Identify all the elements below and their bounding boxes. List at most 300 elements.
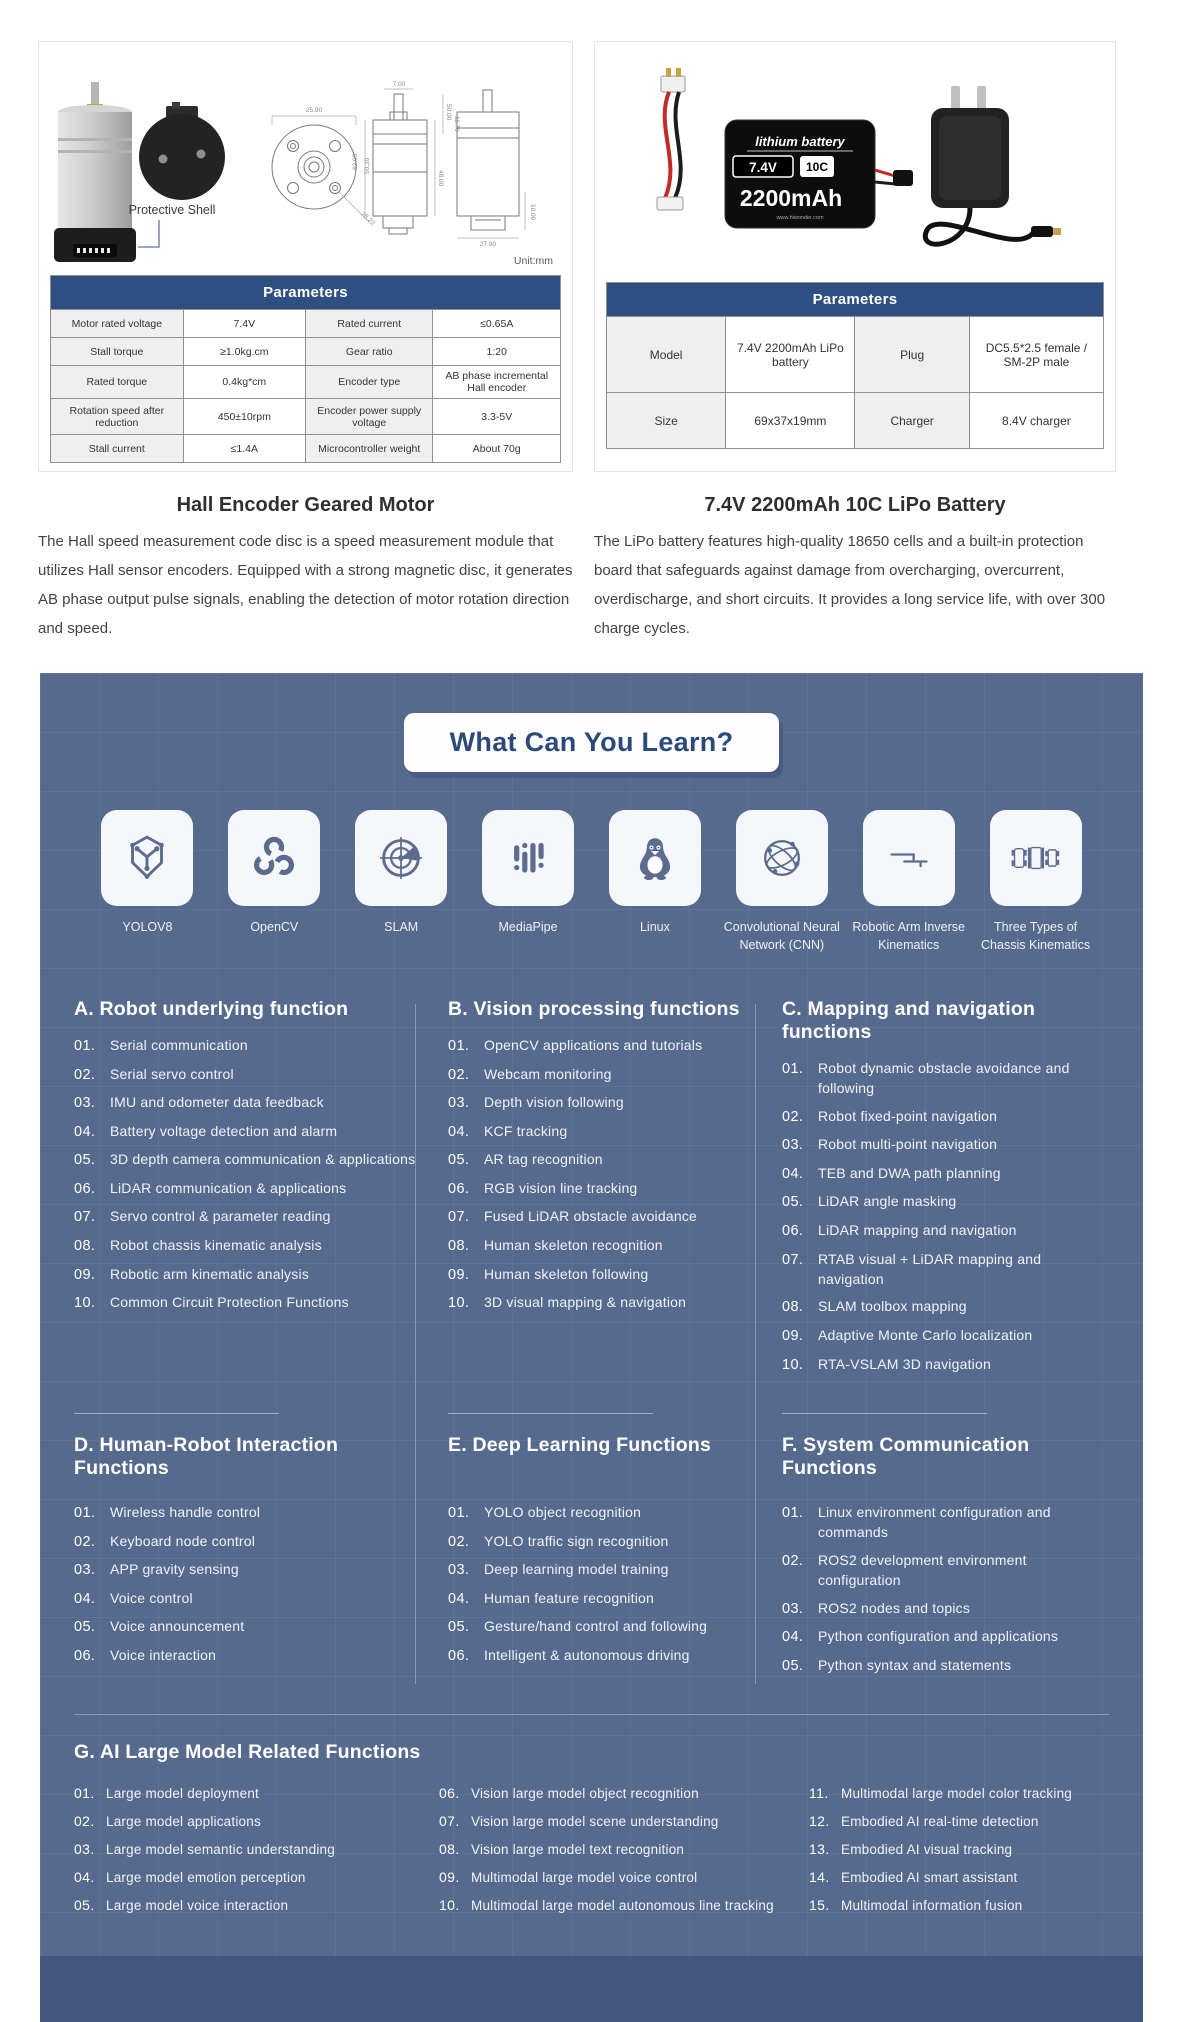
- table-header: Parameters: [607, 283, 1104, 317]
- battery-body: [725, 120, 913, 228]
- topic-yolov8: [84, 810, 211, 954]
- function-item: [782, 1135, 1109, 1156]
- section-items: [439, 1784, 784, 1923]
- function-item: [439, 1812, 784, 1832]
- function-item: [74, 1589, 424, 1610]
- banner-text: What Can You Learn?: [449, 727, 734, 757]
- topic-label: Robotic Arm Inverse Kinematics: [852, 920, 965, 952]
- item-number: 03.: [74, 1841, 95, 1858]
- function-item: [74, 1617, 424, 1638]
- item-text: ROS2 development environment configuration: [818, 1551, 1027, 1588]
- topic-mediapipe: [465, 810, 592, 954]
- param-row: [51, 435, 561, 463]
- param-label: Rated torque: [51, 366, 184, 399]
- dim-50-30: 50.30: [364, 157, 371, 174]
- item-text: APP gravity sensing: [110, 1561, 239, 1578]
- param-value: ≥1.0kg.cm: [183, 338, 305, 366]
- battery-site-text: www.hiwonder.com: [776, 215, 824, 221]
- function-item: [448, 1179, 754, 1200]
- function-item: [74, 1207, 424, 1228]
- function-item: [782, 1656, 1109, 1677]
- item-number: 03.: [448, 1562, 470, 1579]
- dim-27-90: 27.90: [479, 241, 497, 248]
- dim-11-70: 11.70: [453, 116, 460, 132]
- function-item: [809, 1840, 1109, 1860]
- topic-icon-card: [355, 810, 447, 906]
- dim-48-00: 48.00: [437, 170, 444, 187]
- battery-wires: [657, 68, 685, 210]
- function-item: [782, 1059, 1109, 1099]
- topic-icon-card: [609, 810, 701, 906]
- battery-illustration: [595, 42, 1115, 282]
- item-number: 09.: [74, 1266, 96, 1283]
- item-text: Large model voice interaction: [106, 1897, 289, 1913]
- topic-label: OpenCV: [250, 920, 299, 934]
- param-label: Rotation speed after reduction: [51, 399, 184, 435]
- item-text: 3D depth camera communication & applications: [110, 1151, 416, 1168]
- param-value: 69x37x19mm: [726, 393, 855, 449]
- battery-crate-text: 10C: [805, 160, 829, 174]
- function-item: [74, 1236, 424, 1257]
- param-row: [607, 393, 1104, 449]
- item-text: AR tag recognition: [484, 1151, 603, 1168]
- param-value: 3.3-5V: [433, 399, 561, 435]
- item-text: Multimodal information fusion: [841, 1897, 1023, 1913]
- section-items: [809, 1784, 1109, 1923]
- item-number: 10.: [782, 1356, 804, 1373]
- dim-10-00: 10.00: [529, 204, 536, 221]
- param-label: Encoder type: [305, 366, 433, 399]
- param-value: 450±10rpm: [183, 399, 305, 435]
- param-label: Microcontroller weight: [305, 435, 433, 463]
- function-item: [439, 1896, 784, 1916]
- section-mapping-navigation: [754, 998, 1109, 1383]
- item-text: Fused LiDAR obstacle avoidance: [484, 1208, 698, 1225]
- topic-icon-card: [990, 810, 1082, 906]
- protective-shell: [139, 102, 225, 200]
- section-title: G. AI Large Model Related Functions: [74, 1741, 421, 1764]
- column-divider: [415, 1004, 416, 1684]
- item-number: 01.: [448, 1505, 470, 1522]
- section-vision-processing: [424, 998, 754, 1383]
- item-text: Serial servo control: [110, 1065, 234, 1082]
- item-number: 04.: [74, 1590, 96, 1607]
- motor-card: [38, 41, 573, 472]
- item-text: Robotic arm kinematic analysis: [110, 1265, 309, 1282]
- function-item: [782, 1627, 1109, 1648]
- function-item: [782, 1503, 1109, 1543]
- item-text: Wireless handle control: [110, 1504, 261, 1521]
- unit-note: Unit:mm: [513, 255, 553, 267]
- item-text: Keyboard node control: [110, 1532, 256, 1549]
- battery-card: [594, 41, 1116, 472]
- function-item: [782, 1355, 1109, 1376]
- item-text: Linux environment configuration and commands: [818, 1504, 1051, 1540]
- function-item: [809, 1868, 1109, 1888]
- item-number: 06.: [439, 1785, 460, 1802]
- function-item: [448, 1150, 754, 1171]
- function-item: [74, 1646, 424, 1667]
- item-number: 03.: [782, 1600, 804, 1617]
- item-number: 10.: [448, 1295, 470, 1312]
- item-number: 05.: [448, 1152, 470, 1169]
- function-item: [782, 1107, 1109, 1128]
- item-number: 06.: [74, 1648, 96, 1665]
- yolov8-icon: [118, 829, 176, 887]
- param-label: Rated current: [305, 310, 433, 338]
- function-item: [74, 1065, 424, 1086]
- topic-icon-card: [863, 810, 955, 906]
- dim-7-00: 7.00: [392, 81, 406, 88]
- section-items: [74, 1036, 424, 1314]
- item-number: 08.: [448, 1238, 470, 1255]
- item-text: Human feature recognition: [484, 1589, 654, 1606]
- battery-table-body: [607, 317, 1104, 449]
- item-text: Python syntax and statements: [818, 1656, 1012, 1673]
- item-number: 13.: [809, 1841, 830, 1858]
- topic-icon-card: [101, 810, 193, 906]
- item-number: 02.: [74, 1533, 96, 1550]
- battery-voltage-text: 7.4V: [749, 160, 777, 175]
- section-title: F. System Communication Functions: [782, 1434, 1030, 1480]
- item-text: YOLO traffic sign recognition: [484, 1532, 669, 1549]
- param-value: About 70g: [433, 435, 561, 463]
- item-text: Multimodal large model autonomous line tracking: [471, 1897, 774, 1913]
- item-text: RGB vision line tracking: [484, 1179, 638, 1196]
- topic-icon-card: [482, 810, 574, 906]
- section-title: D. Human-Robot Interaction Functions: [74, 1434, 339, 1480]
- topic-robotic-arm-inverse-kinematics: [845, 810, 972, 954]
- section-human-robot-interaction: [74, 1413, 424, 1684]
- param-value: 0.4kg*cm: [183, 366, 305, 399]
- function-item: [782, 1551, 1109, 1591]
- function-item: [74, 1093, 424, 1114]
- param-label: Stall current: [51, 435, 184, 463]
- function-item: [448, 1646, 754, 1667]
- param-row: [51, 338, 561, 366]
- item-text: RTA-VSLAM 3D navigation: [818, 1355, 991, 1372]
- dimension-drawing-side-1: [365, 89, 443, 234]
- item-text: Multimodal large model color tracking: [841, 1786, 1072, 1802]
- section-ai-large-model: [74, 1714, 1109, 1923]
- item-text: ROS2 nodes and topics: [818, 1599, 971, 1616]
- item-number: 04.: [782, 1165, 804, 1182]
- param-label: Plug: [855, 317, 969, 393]
- item-text: Intelligent & autonomous driving: [484, 1647, 690, 1664]
- item-text: Robot chassis kinematic analysis: [110, 1237, 322, 1254]
- topic-three-types-of-chassis-kinematics: [972, 810, 1099, 954]
- product-description-motor: The Hall speed measurement code disc is a speed measurement module that utilizes Hall sensor encoders. Equipped with a strong magnetic disc, it generates AB phase output pulse signals, enabling the detection of motor rotation direction and speed.: [38, 533, 573, 637]
- item-text: YOLO object recognition: [484, 1504, 642, 1521]
- function-item: [448, 1589, 754, 1610]
- item-text: Adaptive Monte Carlo localization: [818, 1326, 1033, 1343]
- item-number: 05.: [448, 1619, 470, 1636]
- battery-brand-text: lithium battery: [755, 134, 845, 149]
- section-robot-underlying: [74, 998, 424, 1383]
- item-text: Gesture/hand control and following: [484, 1618, 708, 1635]
- param-value: AB phase incremental Hall encoder: [433, 366, 561, 399]
- item-text: Embodied AI smart assistant: [841, 1869, 1018, 1885]
- item-number: 06.: [782, 1223, 804, 1240]
- item-text: Large model semantic understanding: [106, 1842, 335, 1858]
- function-item: [74, 1840, 414, 1860]
- item-number: 03.: [74, 1095, 96, 1112]
- function-item: [448, 1617, 754, 1638]
- function-item: [74, 1868, 414, 1888]
- item-text: Robot fixed-point navigation: [818, 1107, 998, 1124]
- function-item: [782, 1192, 1109, 1213]
- item-number: 02.: [448, 1533, 470, 1550]
- item-text: Large model applications: [106, 1814, 261, 1830]
- section-items: [782, 1503, 1109, 1676]
- charger: [925, 86, 1061, 244]
- topic-label: Convolutional Neural Network (CNN): [723, 920, 840, 952]
- param-label: Encoder power supply voltage: [305, 399, 433, 435]
- function-item: [448, 1560, 754, 1581]
- function-item: [439, 1868, 784, 1888]
- item-number: 01.: [448, 1038, 470, 1054]
- item-text: Human skeleton following: [484, 1265, 649, 1282]
- battery-capacity-text: 2200mAh: [739, 185, 843, 211]
- learn-panel-inner: [40, 673, 1143, 1684]
- topic-label: SLAM: [384, 920, 419, 934]
- item-number: 05.: [782, 1657, 804, 1674]
- table-header: Parameters: [51, 276, 561, 310]
- item-number: 04.: [448, 1590, 470, 1607]
- item-text: 3D visual mapping & navigation: [484, 1294, 687, 1311]
- item-text: Webcam monitoring: [484, 1065, 612, 1082]
- item-text: TEB and DWA path planning: [818, 1164, 1001, 1181]
- dim-18-22: 18.22: [359, 210, 377, 227]
- item-text: Robot dynamic obstacle avoidance and following: [818, 1060, 1070, 1096]
- param-value: 8.4V charger: [969, 393, 1103, 449]
- item-text: Vision large model text recognition: [471, 1842, 685, 1858]
- item-number: 07.: [782, 1251, 804, 1268]
- item-text: Large model emotion perception: [106, 1869, 306, 1885]
- topic-label: Linux: [639, 920, 670, 934]
- slam-radar-icon: [372, 829, 430, 887]
- dim-25-90: 25.90: [305, 107, 323, 114]
- param-row: [51, 399, 561, 435]
- section-items: [448, 1503, 754, 1666]
- item-text: Python configuration and applications: [818, 1628, 1059, 1645]
- functions-grid: [74, 998, 1109, 1684]
- function-item: [74, 1150, 424, 1171]
- function-item: [448, 1065, 754, 1086]
- param-row: [51, 366, 561, 399]
- function-item: [782, 1599, 1109, 1620]
- param-row: [607, 317, 1104, 393]
- item-number: 08.: [439, 1841, 460, 1858]
- item-number: 04.: [74, 1868, 95, 1885]
- motor-illustration: [39, 42, 572, 275]
- topic-slam: [338, 810, 465, 954]
- item-text: Serial communication: [110, 1037, 248, 1053]
- learn-banner: [404, 713, 780, 772]
- item-text: KCF tracking: [484, 1122, 568, 1139]
- item-text: LiDAR communication & applications: [110, 1179, 347, 1196]
- item-text: SLAM toolbox mapping: [818, 1298, 967, 1315]
- topic-icon-card: [228, 810, 320, 906]
- item-text: OpenCV applications and tutorials: [484, 1037, 703, 1053]
- param-label: Charger: [855, 393, 969, 449]
- section-items: [74, 1784, 414, 1923]
- item-text: Large model deployment: [106, 1786, 259, 1802]
- item-number: 03.: [782, 1137, 804, 1154]
- item-number: 09.: [782, 1327, 804, 1344]
- section-items: [448, 1036, 754, 1314]
- param-row: [51, 310, 561, 338]
- param-label: Model: [607, 317, 726, 393]
- param-label: Motor rated voltage: [51, 310, 184, 338]
- item-text: Deep learning model training: [484, 1561, 669, 1578]
- item-text: LiDAR mapping and navigation: [818, 1222, 1017, 1239]
- footer-band: [40, 1956, 1143, 2022]
- product-battery: [594, 41, 1116, 643]
- param-value: 7.4V 2200mAh LiPo battery: [726, 317, 855, 393]
- function-item: [448, 1532, 754, 1553]
- item-text: LiDAR angle masking: [818, 1193, 957, 1210]
- param-label: Size: [607, 393, 726, 449]
- function-item: [448, 1293, 754, 1314]
- item-number: 06.: [74, 1180, 96, 1197]
- item-number: 07.: [439, 1813, 460, 1830]
- battery-parameters-table: [606, 282, 1104, 449]
- section-items: [782, 1059, 1109, 1375]
- function-item: [74, 1812, 414, 1832]
- item-number: 15.: [809, 1896, 830, 1913]
- section-title: E. Deep Learning Functions: [448, 1434, 712, 1457]
- function-item: [448, 1036, 754, 1057]
- topic-convolutional-neural-network-cnn: [718, 810, 845, 954]
- item-text: Common Circuit Protection Functions: [110, 1294, 349, 1311]
- column-divider: [755, 1004, 756, 1684]
- motor-photo: [54, 82, 136, 262]
- item-number: 09.: [448, 1266, 470, 1283]
- function-item: [448, 1207, 754, 1228]
- function-item: [809, 1784, 1109, 1804]
- item-text: Voice announcement: [110, 1618, 245, 1635]
- section-title: C. Mapping and navigation functions: [782, 998, 1036, 1043]
- function-item: [74, 1179, 424, 1200]
- item-number: 05.: [782, 1194, 804, 1211]
- item-number: 08.: [74, 1238, 96, 1255]
- item-text: Embodied AI real-time detection: [841, 1814, 1039, 1830]
- topics-row: [74, 810, 1109, 954]
- param-value: ≤1.4A: [183, 435, 305, 463]
- topic-label: MediaPipe: [498, 920, 558, 934]
- product-motor: [38, 41, 573, 643]
- item-number: 05.: [74, 1896, 95, 1913]
- item-text: Depth vision following: [484, 1094, 624, 1111]
- mediapipe-icon: [499, 829, 557, 887]
- section-items: [74, 1503, 424, 1666]
- item-number: 08.: [782, 1299, 804, 1316]
- shell-callout-line: [138, 220, 159, 247]
- item-text: RTAB visual + LiDAR mapping and navigation: [818, 1250, 1042, 1287]
- item-number: 01.: [782, 1505, 804, 1522]
- topic-icon-card: [736, 810, 828, 906]
- param-value: 7.4V: [183, 310, 305, 338]
- function-item: [448, 1122, 754, 1143]
- item-text: Multimodal large model voice control: [471, 1869, 698, 1885]
- product-title-motor: Hall Encoder Geared Motor: [176, 494, 435, 516]
- item-number: 02.: [782, 1108, 804, 1125]
- topic-opencv: [211, 810, 338, 954]
- item-text: Vision large model object recognition: [471, 1786, 699, 1802]
- topic-label: Three Types of Chassis Kinematics: [981, 920, 1091, 952]
- item-number: 14.: [809, 1868, 830, 1885]
- function-item: [448, 1503, 754, 1524]
- function-item: [74, 1896, 414, 1916]
- opencv-icon: [245, 829, 303, 887]
- product-description-battery: The LiPo battery features high-quality 18650 cells and a built-in protection board that safeguards against damage from overcharging, overcurrent, overdischarge, and short circuits. It provides a long service life, with over 300 charge cycles.: [594, 533, 1106, 637]
- chassis-kinematics-icon: [1007, 829, 1065, 887]
- item-number: 12.: [809, 1813, 830, 1830]
- function-item: [439, 1784, 784, 1804]
- item-number: 10.: [439, 1896, 460, 1913]
- item-number: 07.: [448, 1209, 470, 1226]
- function-item: [74, 1560, 424, 1581]
- item-number: 04.: [74, 1123, 96, 1140]
- item-text: Voice control: [110, 1589, 193, 1606]
- motor-parameters-table: [50, 275, 561, 463]
- dim-50-00: 50.00: [445, 104, 452, 121]
- shell-label: Protective Shell: [128, 203, 216, 217]
- item-number: 03.: [448, 1095, 470, 1112]
- function-item: [782, 1326, 1109, 1347]
- function-item: [74, 1265, 424, 1286]
- item-text: IMU and odometer data feedback: [110, 1094, 324, 1111]
- param-label: Gear ratio: [305, 338, 433, 366]
- item-number: 01.: [782, 1061, 804, 1077]
- topic-label: YOLOV8: [122, 920, 173, 934]
- item-text: Battery voltage detection and alarm: [110, 1122, 338, 1139]
- item-number: 02.: [782, 1552, 804, 1569]
- product-title-battery: 7.4V 2200mAh 10C LiPo Battery: [704, 494, 1006, 516]
- function-item: [782, 1250, 1109, 1290]
- motor-table-body: [51, 310, 561, 463]
- function-item: [74, 1784, 414, 1804]
- item-number: 11.: [809, 1785, 829, 1802]
- section-title: A. Robot underlying function: [74, 998, 349, 1020]
- item-number: 05.: [74, 1619, 96, 1636]
- cnn-network-icon: [753, 829, 811, 887]
- item-text: Servo control & parameter reading: [110, 1208, 331, 1225]
- product-cards-row: [0, 0, 1183, 643]
- item-number: 09.: [439, 1868, 460, 1885]
- ai-large-model-columns: [74, 1784, 1109, 1923]
- item-number: 05.: [74, 1152, 96, 1169]
- function-item: [74, 1293, 424, 1314]
- function-item: [809, 1812, 1109, 1832]
- dimension-drawing-side-2: [457, 90, 525, 238]
- function-item: [74, 1532, 424, 1553]
- function-item: [809, 1896, 1109, 1916]
- function-item: [782, 1297, 1109, 1318]
- function-item: [74, 1503, 424, 1524]
- param-value: DC5.5*2.5 female / SM-2P male: [969, 317, 1103, 393]
- item-number: 10.: [74, 1295, 96, 1312]
- item-number: 02.: [74, 1813, 95, 1830]
- section-title: B. Vision processing functions: [448, 998, 740, 1020]
- item-number: 02.: [74, 1066, 96, 1083]
- function-item: [448, 1093, 754, 1114]
- robotic-arm-ik-icon: [880, 829, 938, 887]
- item-text: Vision large model scene understanding: [471, 1814, 719, 1830]
- item-number: 01.: [74, 1505, 96, 1522]
- function-item: [74, 1036, 424, 1057]
